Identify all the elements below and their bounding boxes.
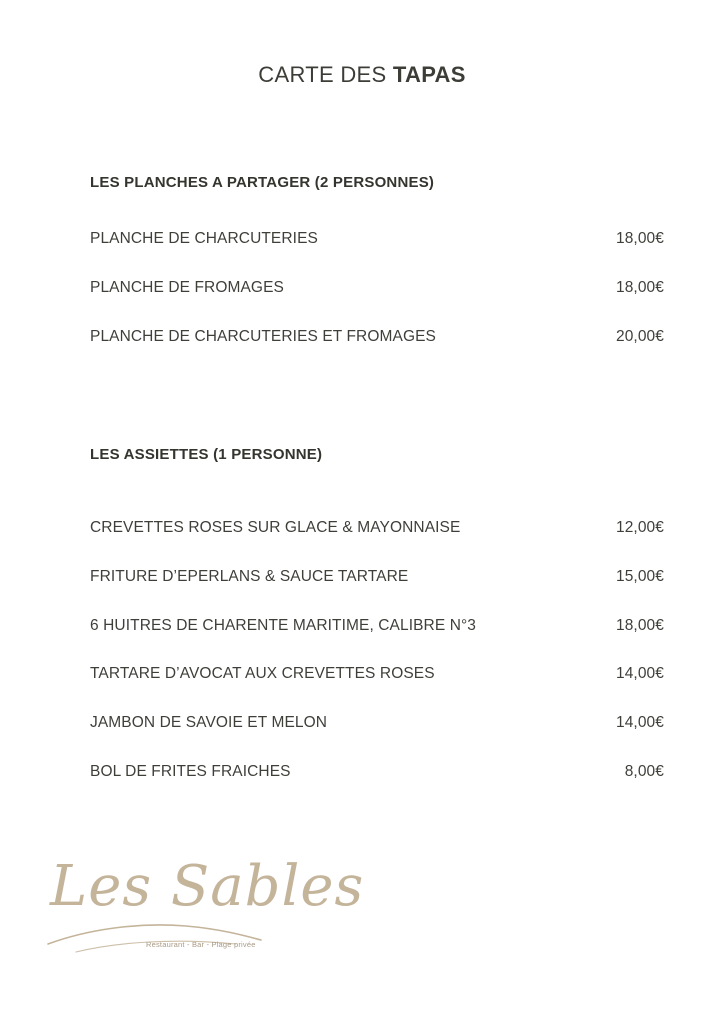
menu-item-name: PLANCHE DE CHARCUTERIES [90, 230, 318, 247]
menu-item [90, 615, 664, 637]
menu-item-price: 15,00€ [615, 568, 664, 585]
menu-item-price: 18,00€ [615, 617, 664, 634]
menu-item-name: TARTARE D’AVOCAT AUX CREVETTES ROSES [90, 665, 435, 682]
section-heading-assiettes: LES ASSIETTES (1 PERSONNE) [90, 446, 323, 463]
menu-item-name: BOL DE FRITES FRAICHES [90, 763, 291, 780]
menu-item-price: 14,00€ [615, 714, 664, 731]
menu-item [90, 761, 664, 783]
menu-item [90, 228, 664, 250]
menu-item-price: 18,00€ [615, 230, 664, 247]
brand-logo [46, 852, 365, 962]
menu-item [90, 277, 664, 299]
menu-item-price: 8,00€ [624, 763, 664, 780]
menu-item-price: 20,00€ [615, 328, 664, 345]
title-bold: TAPAS [392, 62, 466, 87]
title-prefix: CARTE DES [258, 62, 393, 87]
menu-item-name: PLANCHE DE FROMAGES [90, 279, 284, 296]
menu-item-name: CREVETTES ROSES SUR GLACE & MAYONNAISE [90, 519, 461, 536]
menu-item [90, 663, 664, 685]
logo-subtitle: Restaurant - Bar - Plage privée [146, 940, 256, 949]
menu-item-name: JAMBON DE SAVOIE ET MELON [90, 714, 328, 731]
menu-item-name: 6 HUITRES DE CHARENTE MARITIME, CALIBRE N°3 [90, 617, 477, 634]
menu-item-price: 12,00€ [615, 519, 664, 536]
menu-item-name: PLANCHE DE CHARCUTERIES ET FROMAGES [90, 328, 436, 345]
menu-item [90, 712, 664, 734]
menu-item-price: 14,00€ [615, 665, 664, 682]
menu-item [90, 517, 664, 539]
menu-item-price: 18,00€ [615, 279, 664, 296]
logo-script-text: Les Sables [50, 854, 365, 919]
page-title [0, 62, 724, 88]
section-heading-planches: LES PLANCHES A PARTAGER (2 PERSONNES) [90, 174, 435, 191]
menu-item [90, 566, 664, 588]
menu-item [90, 326, 664, 348]
menu-item-name: FRITURE D’EPERLANS & SAUCE TARTARE [90, 568, 409, 585]
